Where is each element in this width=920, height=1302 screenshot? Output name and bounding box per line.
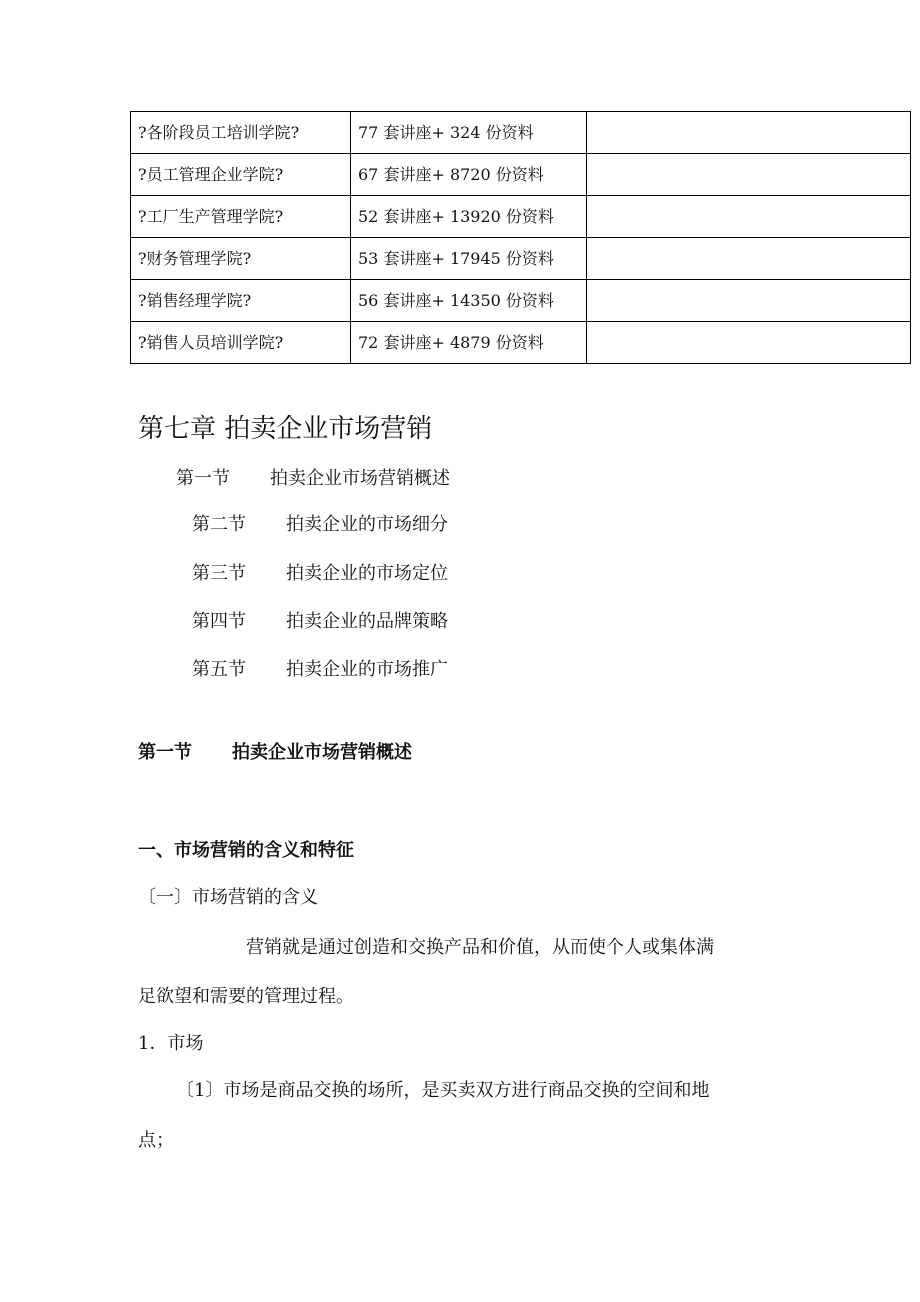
chapter-title: 第七章 拍卖企业市场营销 [138, 414, 433, 444]
course-name-cell: ?员工管理企业学院? [131, 154, 351, 196]
section-heading [138, 740, 412, 766]
course-name-cell: ?工厂生产管理学院? [131, 196, 351, 238]
toc-entry [176, 466, 450, 492]
empty-cell [587, 322, 911, 364]
toc-entry-title: 拍卖企业的市场定位 [286, 563, 448, 584]
empty-cell [587, 154, 911, 196]
table-row [131, 154, 911, 196]
toc-entry-title: 拍卖企业市场营销概述 [270, 468, 450, 489]
toc-entry-title: 拍卖企业的市场细分 [286, 514, 448, 535]
course-detail-cell: 67 套讲座+ 8720 份资料 [351, 154, 587, 196]
table-row [131, 322, 911, 364]
section-number: 第一节 [138, 742, 192, 763]
empty-cell [587, 280, 911, 322]
course-detail-cell: 53 套讲座+ 17945 份资料 [351, 238, 587, 280]
toc-entry-title: 拍卖企业的品牌策略 [286, 611, 448, 632]
course-detail-cell: 72 套讲座+ 4879 份资料 [351, 322, 587, 364]
course-detail-cell: 52 套讲座+ 13920 份资料 [351, 196, 587, 238]
toc-entry [192, 657, 448, 683]
course-name-cell: ?销售人员培训学院? [131, 322, 351, 364]
numbered-item-paragraph-line: 〔1〕市场是商品交换的场所，是买卖双方进行商品交换的空间和地 [176, 1080, 710, 1101]
toc-entry-number: 第四节 [192, 611, 246, 632]
section-title: 拍卖企业市场营销概述 [232, 742, 412, 763]
subsubsection-heading: 〔一〕市场营销的含义 [138, 887, 318, 908]
table-row [131, 196, 911, 238]
course-detail-cell: 77 套讲座+ 324 份资料 [351, 112, 587, 154]
table-row [131, 280, 911, 322]
table-row [131, 112, 911, 154]
definition-paragraph-line: 足欲望和需要的管理过程。 [138, 986, 354, 1007]
table-row [131, 238, 911, 280]
subsection-heading: 一、市场营销的含义和特征 [138, 840, 354, 861]
empty-cell [587, 238, 911, 280]
resource-table [130, 111, 911, 364]
toc-entry-title: 拍卖企业的市场推广 [286, 659, 448, 680]
toc-entry-number: 第二节 [192, 514, 246, 535]
toc-entry [192, 561, 448, 587]
toc-entry-number: 第一节 [176, 468, 230, 489]
numbered-item-paragraph-line: 点； [138, 1130, 174, 1151]
empty-cell [587, 112, 911, 154]
course-name-cell: ?财务管理学院? [131, 238, 351, 280]
definition-paragraph-line: 营销就是通过创造和交换产品和价值，从而使个人或集体满 [246, 937, 714, 958]
numbered-item-heading: 1．市场 [138, 1033, 204, 1054]
empty-cell [587, 196, 911, 238]
course-name-cell: ?各阶段员工培训学院? [131, 112, 351, 154]
course-name-cell: ?销售经理学院? [131, 280, 351, 322]
toc-entry [192, 609, 448, 635]
toc-entry-number: 第五节 [192, 659, 246, 680]
toc-entry-number: 第三节 [192, 563, 246, 584]
course-detail-cell: 56 套讲座+ 14350 份资料 [351, 280, 587, 322]
toc-entry [192, 512, 448, 538]
